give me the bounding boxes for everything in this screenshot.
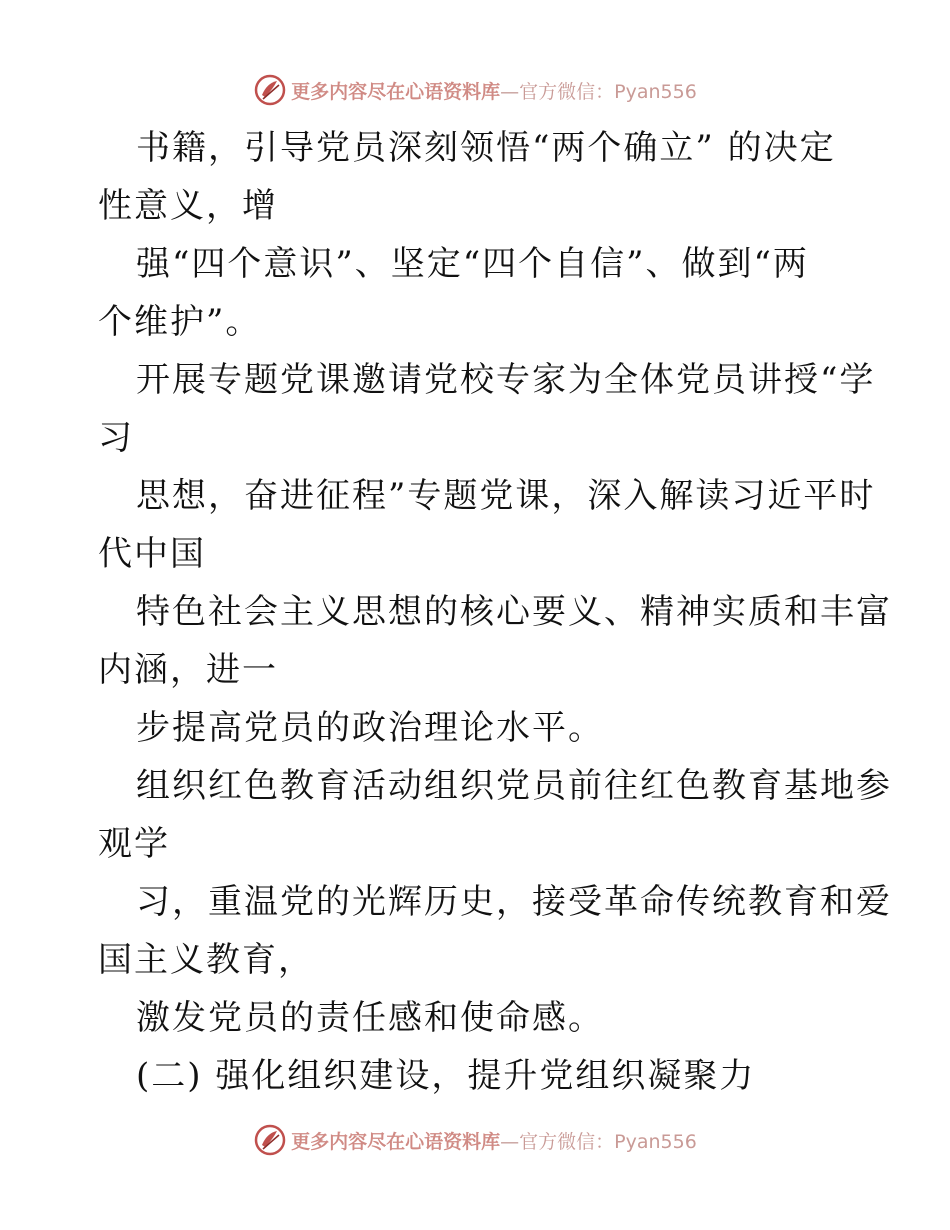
text-line: 思想，奋进征程”专题党课，深入解读习近平时: [136, 476, 876, 516]
text-line: 开展专题党课邀请党校专家为全体党员讲授“学: [136, 360, 876, 400]
text-line: 习，重温党的光辉历史，接受革命传统教育和爱: [136, 882, 892, 922]
watermark-contact: 官方微信：Pyan556: [519, 80, 697, 103]
pen-logo-icon: [253, 1123, 287, 1157]
text-line: 国主义教育，: [98, 940, 314, 980]
watermark-brand: 更多内容尽在心语资料库: [291, 80, 501, 103]
text-line: 内涵，进一: [98, 650, 278, 690]
text-line: 激发党员的责任感和使命感。: [136, 998, 604, 1038]
pen-logo-icon: [253, 73, 287, 107]
footer-watermark: [0, 1120, 950, 1160]
text-line: 组织红色教育活动组织党员前往红色教育基地参: [136, 766, 892, 806]
text-line: 步提高党员的政治理论水平。: [136, 708, 604, 748]
text-line: 强“四个意识”、坚定“四个自信”、做到“两: [136, 244, 809, 284]
header-watermark: [0, 70, 950, 110]
watermark-text: [291, 1127, 697, 1154]
section-heading: (二) 强化组织建设，提升党组织凝聚力: [136, 1056, 756, 1096]
watermark-contact: 官方微信：Pyan556: [519, 1130, 697, 1153]
watermark-dash: —: [500, 1130, 520, 1153]
watermark-brand: 更多内容尽在心语资料库: [291, 1130, 501, 1153]
text-line: 观学: [98, 824, 170, 864]
watermark-text: [291, 77, 697, 104]
watermark-dash: —: [500, 80, 520, 103]
text-line: 特色社会主义思想的核心要义、精神实质和丰富: [136, 592, 892, 632]
text-line: 性意义，增: [98, 186, 278, 226]
text-line: 习: [98, 418, 134, 458]
text-line: 代中国: [98, 534, 206, 574]
text-line: 个维护”。: [98, 302, 262, 342]
text-line: 书籍，引导党员深刻领悟“两个确立” 的决定: [136, 128, 836, 168]
